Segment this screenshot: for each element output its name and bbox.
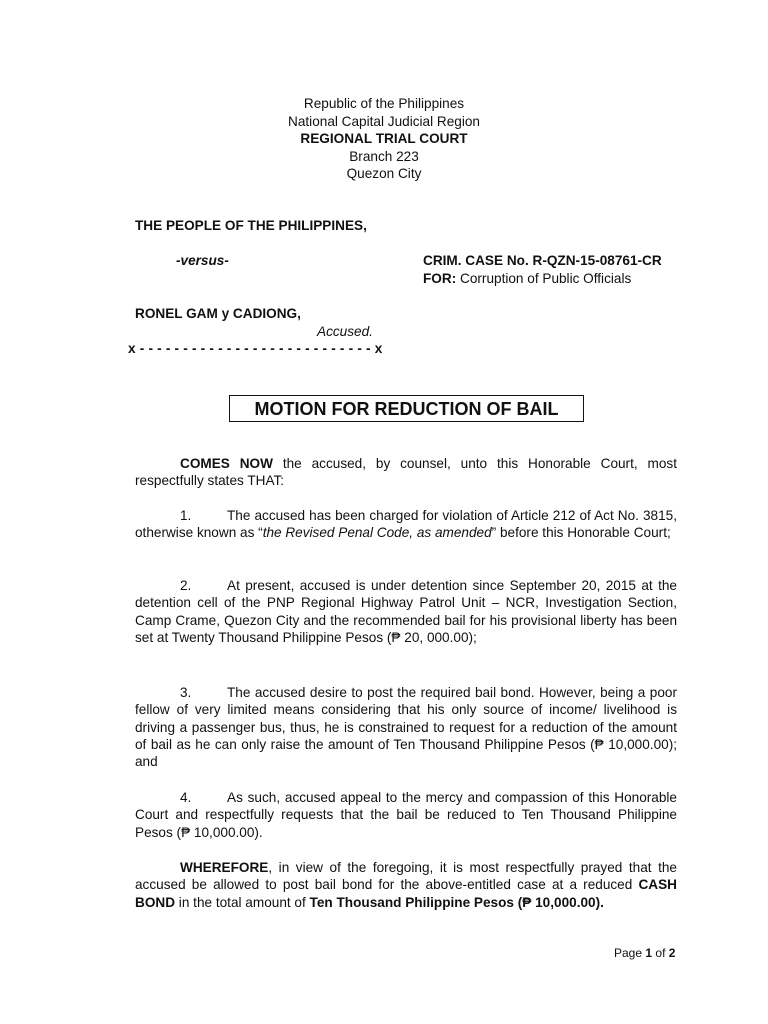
header-region: National Capital Judicial Region	[288, 113, 480, 129]
header-republic: Republic of the Philippines	[303, 96, 465, 111]
prayer-lead: WHEREFORE	[180, 860, 269, 875]
plaintiff-name: THE PEOPLE OF THE PHILIPPINES,	[135, 218, 367, 233]
paragraph-1	[135, 507, 677, 542]
paragraph-2	[135, 577, 677, 646]
paragraph-3-number: 3.	[180, 685, 192, 700]
prayer-cash-bond: CASH BOND	[135, 877, 677, 910]
header-court: REGIONAL TRIAL COURT	[300, 131, 468, 146]
page-of-label: of	[655, 946, 666, 960]
paragraph-4	[135, 789, 677, 841]
paragraph-2-text: At present, accused is under detention since September 20, 2015 at the detention cell of the PNP Regional Highway Patrol Unit – NCR, Investigation Section, Camp Crame, Quezon City and the recommended bail for his provisional liberty has been set at Twenty Thousand Philippine Pesos (₱ 20, 000.00);	[135, 578, 677, 645]
intro-text: the accused, by counsel, unto this Honorable Court, most respectfully states THAT:	[135, 456, 677, 489]
paragraph-4-number: 4.	[180, 790, 192, 805]
prayer-paragraph	[135, 859, 677, 911]
paragraph-1-text-b: ” before this Honorable Court;	[491, 525, 671, 541]
page-current: 1	[645, 946, 653, 960]
paragraph-1-italic: the Revised Penal Code, as amended	[262, 525, 492, 541]
motion-title: MOTION FOR REDUCTION OF BAIL	[229, 395, 584, 422]
case-number: CRIM. CASE No. R-QZN-15-08761-CR	[423, 253, 662, 268]
intro-lead: COMES NOW	[180, 456, 273, 471]
header-branch: Branch 223	[349, 148, 419, 164]
paragraph-1-text-a: The accused has been charged for violation of Article 212 of Act No. 3815, otherwise known as “	[135, 508, 677, 541]
paragraph-4-text: As such, accused appeal to the mercy and compassion of this Honorable Court and respectfully requests that the bail be reduced to Ten Thousand Philippine Pesos (₱ 10,000.00).	[135, 790, 677, 840]
paragraph-3-text: The accused desire to post the required bail bond. However, being a poor fellow of very limited means considering that his only source of income/ livelihood is driving a passenger bus, thus, he is constrained to request for a reduction of the amount of bail as he can only raise the amount of Ten Thousand Philippine Pesos (₱ 10,000.00); and	[135, 685, 677, 770]
prayer-text-2: in the total amount of	[175, 894, 310, 910]
page-total: 2	[668, 946, 676, 960]
paragraph-3	[135, 684, 677, 770]
prayer-amount: Ten Thousand Philippine Pesos (₱ 10,000.00).	[309, 894, 604, 910]
page-label: Page	[614, 946, 643, 960]
header-city: Quezon City	[346, 166, 422, 181]
paragraph-1-number: 1.	[180, 508, 192, 523]
accused-label: Accused.	[317, 324, 373, 339]
page-indicator	[614, 946, 675, 960]
accused-name: RONEL GAM y CADIONG,	[135, 306, 301, 321]
court-header	[0, 95, 768, 183]
paragraph-2-number: 2.	[180, 578, 192, 593]
for-label: FOR:	[423, 271, 457, 286]
case-charge	[423, 271, 631, 286]
caption-separator: x - - - - - - - - - - - - - - - - - - - - - - - - - - - x	[128, 341, 383, 356]
intro-paragraph	[135, 455, 677, 490]
for-value: Corruption of Public Officials	[460, 271, 632, 286]
prayer-text-1: , in view of the foregoing, it is most respectfully prayed that the accused be allowed to post bail bond for the above-entitled case at a reduced	[135, 860, 677, 893]
versus-label: -versus-	[176, 253, 229, 268]
